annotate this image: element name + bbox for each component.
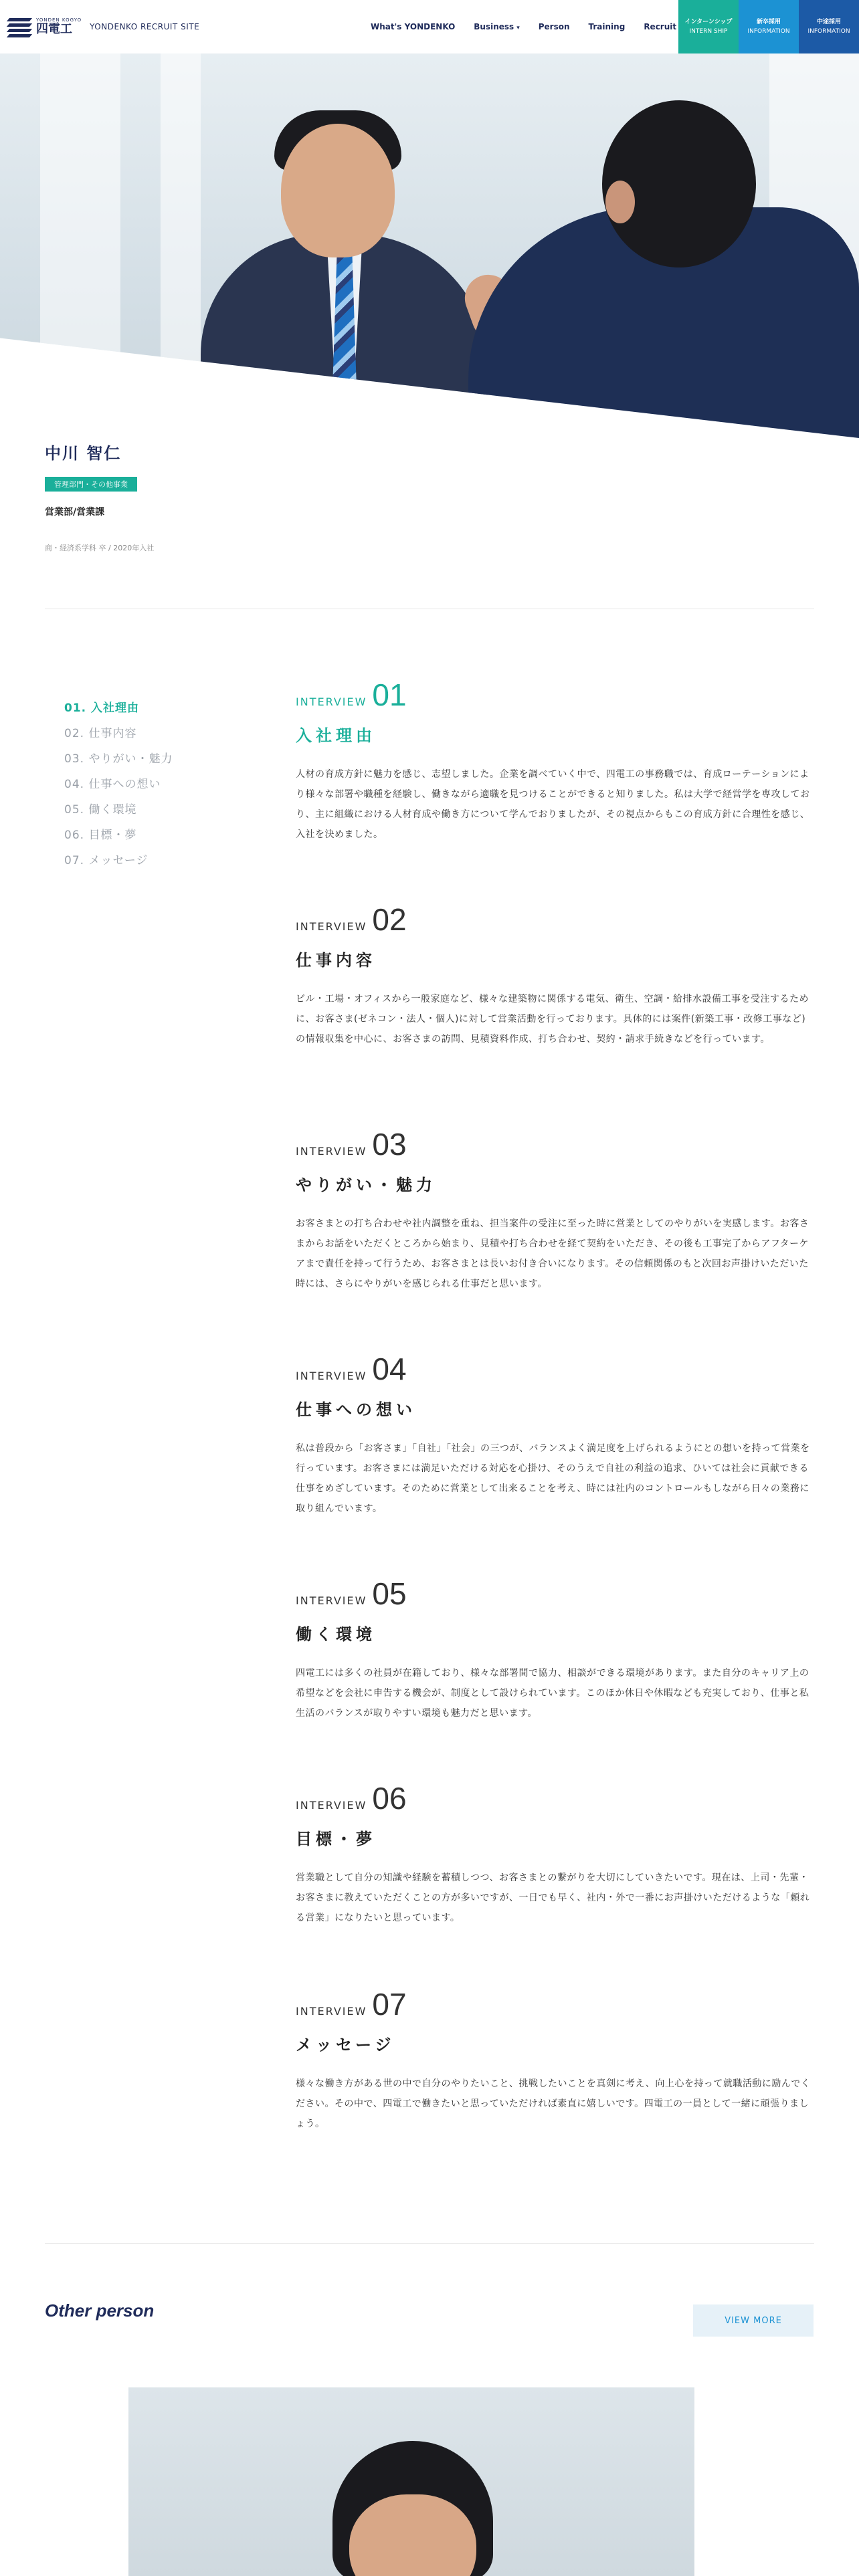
logo-small-text: YONDEN KOGYO	[36, 17, 82, 23]
view-more-button[interactable]: VIEW MORE	[693, 2304, 814, 2337]
interview-title: 目標・夢	[296, 1830, 376, 1848]
interview-number: 02	[372, 902, 407, 937]
interview-title: 働く環境	[296, 1625, 376, 1644]
site-header	[0, 0, 859, 53]
logo-mark-icon	[8, 15, 31, 38]
interview-body: 四電工には多くの社員が在籍しており、様々な部署間で協力、相談ができる環境があります。また自分のキャリア上の希望などを会社に申告する機会が、制度として設けられています。このほか休日や休暇なども充実しており、仕事と私生活のバランスが取りやすい環境も魅力だと思います。	[296, 1668, 809, 1719]
other-person-heading: Other person	[45, 2300, 155, 2321]
other-person-photo[interactable]	[128, 2387, 694, 2576]
interview-section-05	[296, 1576, 814, 1723]
site-logo[interactable]	[8, 12, 199, 41]
hero-photo	[0, 53, 859, 438]
logo-sub-text: YONDENKO RECRUIT SITE	[90, 22, 200, 31]
interview-section-07	[296, 1986, 814, 2134]
toc-item-06[interactable]: 06. 目標・夢	[64, 829, 137, 842]
interview-label: INTERVIEW	[296, 1594, 367, 1607]
toc-item-05[interactable]: 05. 働く環境	[64, 803, 137, 817]
interview-label: INTERVIEW	[296, 695, 367, 708]
logo-main-text: 四電工	[36, 22, 72, 36]
interview-label: INTERVIEW	[296, 1145, 367, 1158]
interview-label: INTERVIEW	[296, 1370, 367, 1382]
interview-number: 01	[372, 677, 407, 712]
interview-section-06	[296, 1780, 814, 1928]
nav-item-recruit[interactable]: Recruit	[644, 22, 682, 31]
interview-body: ビル・工場・オフィスから一般家庭など、様々な建築物に関係する電気、衛生、空調・給排水設備工事を受注するために、お客さま(ゼネコン・法人・個人)に対して営業活動を行っております。具体的には案件(新築工事・改修工事など)の情報収集を中心に、お客さまの訪問、見積資料作成、打ち合わせ、契約・請求手続きなどを行っています。	[296, 994, 809, 1045]
interview-label: INTERVIEW	[296, 1799, 367, 1812]
profile-block	[45, 440, 814, 553]
internship-button[interactable]: インターンシップ INTERN SHIP	[678, 0, 739, 53]
interview-title: 仕事への想い	[296, 1400, 416, 1419]
nav-item-person[interactable]: Person	[538, 22, 570, 31]
department-badge: 管理部門・その他事業	[45, 477, 137, 492]
interview-section-01	[296, 677, 814, 845]
interview-label: INTERVIEW	[296, 2005, 367, 2018]
toc-item-04[interactable]: 04. 仕事への想い	[64, 778, 161, 791]
interview-number: 04	[372, 1352, 407, 1386]
nav-item-whats-yondenko[interactable]: What's YONDENKO	[371, 22, 456, 31]
interview-number: 05	[372, 1576, 407, 1611]
interview-title: 入社理由	[296, 726, 376, 745]
person-school: 商・経済系学科 卒 / 2020年入社	[45, 544, 155, 552]
toc-item-03[interactable]: 03. やりがい・魅力	[64, 752, 173, 766]
interview-body: 私は普段から「お客さま」「自社」「社会」の三つが、バランスよく満足度を上げられるようにとの想いを持って営業を行っています。お客さまには満足いただける対応を心掛け、そのうえで自社の利益の追求、ひいては社会に貢献できる仕事をめざしています。そのために営業として出来ることを考え、時には社内のコントロールもしながら日々の業務に取り組んでいます。	[296, 1443, 810, 1514]
toc-item-01[interactable]: 01. 入社理由	[64, 702, 140, 715]
interview-body: 様々な働き方がある世の中で自分のやりたいこと、挑戦したいことを真剣に考え、向上心を持って就職活動に励んでください。その中で、四電工で働きたいと思っていただければ素直に嬉しいです。四電工の一員として一緒に頑張りましょう。	[296, 2078, 811, 2129]
nav-item-business[interactable]: Business ▾	[474, 22, 520, 31]
interview-section-02	[296, 901, 814, 1049]
person-dept: 営業部/営業課	[45, 507, 105, 518]
interview-section-03	[296, 1126, 814, 1294]
interview-body: 人材の育成方針に魅力を感じ、志望しました。企業を調べていく中で、四電工の事務職では、育成ローテーションにより様々な部署や職種を経験し、働きながら適職を見つけることができると知りました。私は大学で経営学を専攻しており、主に組織における人材育成や働き方について学んでおりましたが、その視点からもこの育成方針に合理性を感じ、入社を決めました。	[296, 769, 810, 840]
mid-career-info-button[interactable]: 中途採用 INFORMATION	[799, 0, 859, 53]
interview-title: 仕事内容	[296, 951, 376, 970]
interview-label: INTERVIEW	[296, 920, 367, 933]
nav-item-training[interactable]: Training	[588, 22, 626, 31]
chevron-down-icon: ▾	[516, 25, 520, 31]
toc-item-07[interactable]: 07. メッセージ	[64, 854, 149, 867]
interview-number: 07	[372, 1987, 407, 2022]
interview-number: 03	[372, 1127, 407, 1162]
toc-item-02[interactable]: 02. 仕事内容	[64, 727, 137, 740]
global-nav	[361, 0, 692, 53]
divider	[45, 2243, 814, 2244]
interview-number: 06	[372, 1781, 407, 1816]
interview-title: メッセージ	[296, 2036, 395, 2054]
interview-title: やりがい・魅力	[296, 1176, 436, 1194]
interview-body: 営業職として自分の知識や経験を蓄積しつつ、お客さまとの繋がりを大切にしていきたいです。現在は、上司・先輩・お客さまに教えていただくことの方が多いですが、一日でも早く、社内・外で一番にお声掛けいただけるような「頼れる営業」になりたいと思っています。	[296, 1872, 810, 1923]
person-name: 中川 智仁	[45, 444, 122, 463]
interview-section-04	[296, 1351, 814, 1519]
interview-toc	[64, 695, 238, 873]
interview-body: お客さまとの打ち合わせや社内調整を重ね、担当案件の受注に至った時に営業としてのやりがいを実感します。お客さまからお話をいただくところから始まり、見積や打ち合わせを経て契約をいただき、その後も工事完了からアフターケアまで責任を持って行うため、お客さまとは長いお付き合いになります。その信頼関係のもと次回お声掛けいただいた時には、さらにやりがいを感じられる仕事だと思います。	[296, 1218, 809, 1289]
new-graduate-info-button[interactable]: 新卒採用 INFORMATION	[739, 0, 799, 53]
